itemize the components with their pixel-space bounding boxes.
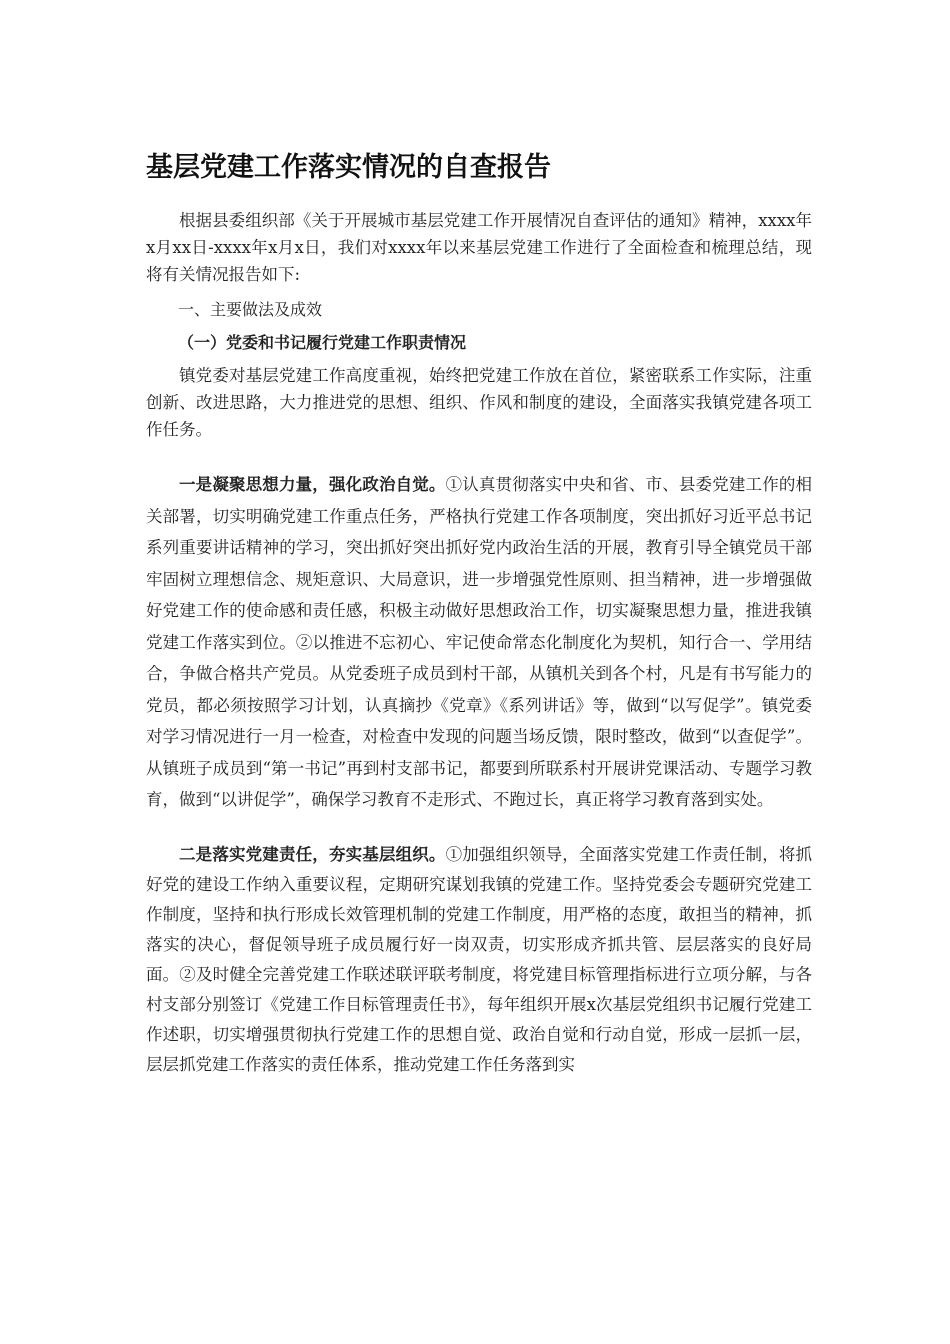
document-body [146, 150, 812, 1104]
point-one-paragraph [146, 469, 812, 816]
subsection-heading-party-committee-duties: （一）党委和书记履行党建工作职责情况 [178, 333, 467, 353]
point-two-body: ①加强组织领导，全面落实党建工作责任制，将抓好党的建设工作纳入重要议程，定期研究谋划我镇的党建工作。坚持党委会专题研究党建工作制度，坚持和执行形成长效管理机制的党建工作制度，用严格的态度，敢担当的精神，抓落实的决心，督促领导班子成员履行好一岗双责，切实形成齐抓共管、层层落实的良好局面。②及时健全完善党建工作联述联评联考制度，将党建目标管理指标进行立项分解，与各村支部分别签订《党建工作目标管理责任书》，每年组织开展x次基层党组织书记履行党建工作述职，切实增强贯彻执行党建工作的思想自觉、政治自觉和行动自觉，形成一层抓一层，层层抓党建工作落实的责任体系，推动党建工作任务落到实 [146, 844, 813, 1074]
point-two-lead: 二是落实党建责任，夯实基层组织。 [179, 844, 446, 864]
point-one-body: ①认真贯彻落实中央和省、市、县委党建工作的相关部署，切实明确党建工作重点任务，严格执行党建工作各项制度，突出抓好习近平总书记系列重要讲话精神的学习，突出抓好突出抓好党内政治生活的开展，教育引导全镇党员干部牢固树立理想信念、规矩意识、大局意识，进一步增强党性原则、担当精神，进一步增强做好党建工作的使命感和责任感，积极主动做好思想政治工作，切实凝聚思想力量，推进我镇党建工作落实到位。②以推进不忘初心、牢记使命常态化制度化为契机，知行合一、学用结合，争做合格共产党员。从党委班子成员到村干部，从镇机关到各个村，凡是有书写能力的党员，都必须按照学习计划，认真摘抄《党章》《系列讲话》等，做到“以写促学”。镇党委对学习情况进行一月一检查，对检查中发现的问题当场反馈，限时整改，做到“以查促学”。从镇班子成员到“第一书记”再到村支部书记，都要到所联系村开展讲党课活动、专题学习教育，做到“以讲促学”，确保学习教育不走形式、不跑过长，真正将学习教育落到实处。 [146, 475, 813, 810]
section-heading-main-practices: 一、主要做法及成效 [178, 300, 323, 320]
intro-paragraph: 根据县委组织部《关于开展城市基层党建工作开展情况自查评估的通知》精神，xxxx年x月xx日-xxxx年x月x日，我们对xxxx年以来基层党建工作进行了全面检查和梳理总结，现将有关情况报告如下: [146, 211, 812, 285]
summary-paragraph: 镇党委对基层党建工作高度重视，始终把党建工作放在首位，紧密联系工作实际，注重创新、改进思路，大力推进党的思想、组织、作风和制度的建设，全面落实我镇党建各项工作任务。 [146, 366, 812, 440]
point-two-paragraph [146, 840, 812, 1080]
point-one-lead: 一是凝聚思想力量，强化政治自觉。 [179, 475, 446, 495]
document-title: 基层党建工作落实情况的自查报告 [146, 152, 551, 183]
